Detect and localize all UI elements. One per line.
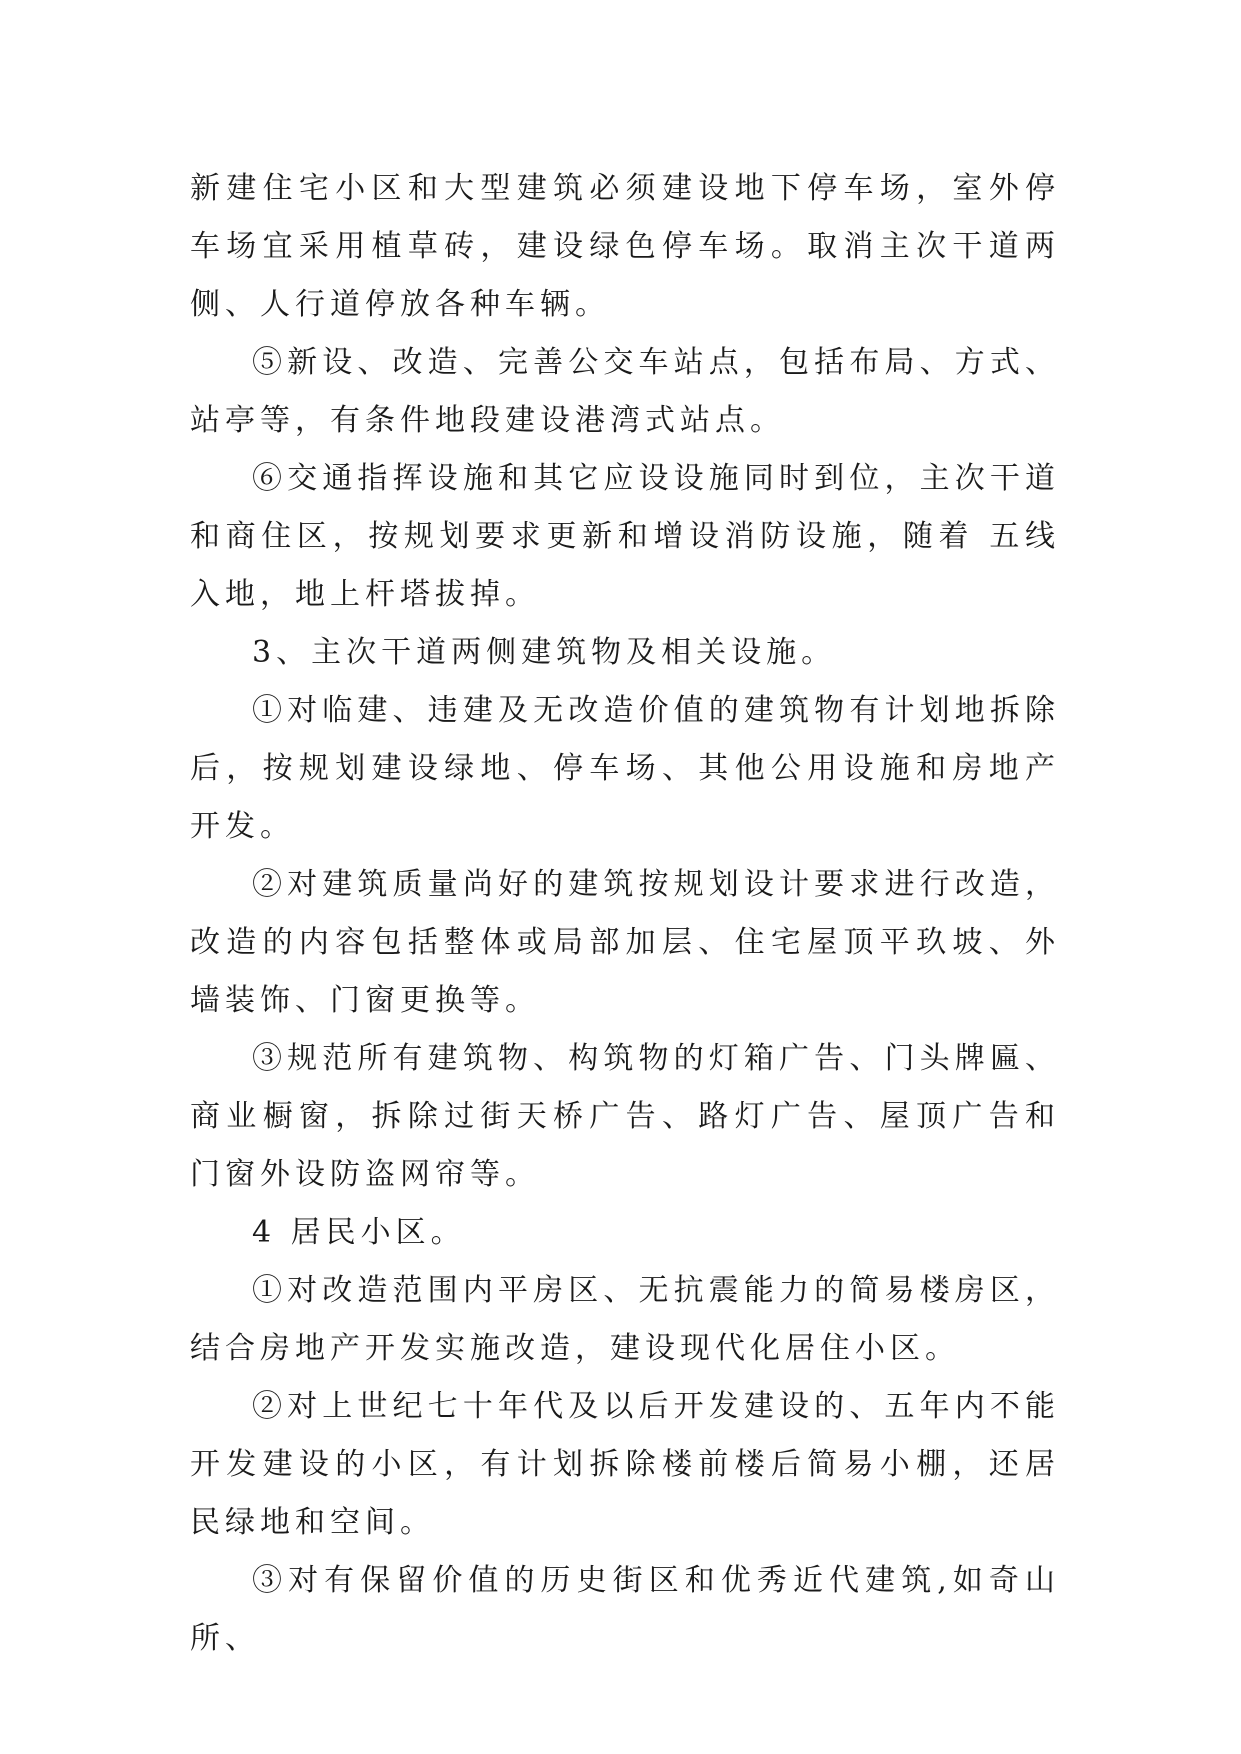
paragraph: ③对有保留价值的历史街区和优秀近代建筑,如奇山所、 <box>190 1563 1060 1656</box>
paragraph: ①对临建、违建及无改造价值的建筑物有计划地拆除后，按规划建设绿地、停车场、其他公用设施和房地产开发。 <box>190 693 1060 844</box>
paragraph: 新建住宅小区和大型建筑必须建设地下停车场，室外停车场宜采用植草砖，建设绿色停车场。取消主次干道两侧、人行道停放各种车辆。 <box>190 171 1060 322</box>
paragraph: ③规范所有建筑物、构筑物的灯箱广告、门头牌匾、商业橱窗，拆除过街天桥广告、路灯广告、屋顶广告和门窗外设防盗网帘等。 <box>190 1041 1060 1192</box>
paragraph: ①对改造范围内平房区、无抗震能力的简易楼房区，结合房地产开发实施改造，建设现代化居住小区。 <box>190 1273 1060 1366</box>
paragraph: ⑥交通指挥设施和其它应设设施同时到位，主次干道和商住区，按规划要求更新和增设消防设施，随着 五线入地，地上杆塔拔掉。 <box>190 461 1060 612</box>
paragraph: 4 居民小区。 <box>252 1215 466 1250</box>
paragraph: ⑤新设、改造、完善公交车站点，包括布局、方式、站亭等，有条件地段建设港湾式站点。 <box>190 345 1060 438</box>
document-body <box>190 160 1060 1668</box>
paragraph: ②对上世纪七十年代及以后开发建设的、五年内不能开发建设的小区，有计划拆除楼前楼后简易小棚，还居民绿地和空间。 <box>190 1389 1060 1540</box>
paragraph: ②对建筑质量尚好的建筑按规划设计要求进行改造，改造的内容包括整体或局部加层、住宅屋顶平玖坡、外墙装饰、门窗更换等。 <box>190 867 1060 1018</box>
paragraph: 3、主次干道两侧建筑物及相关设施。 <box>252 635 837 670</box>
